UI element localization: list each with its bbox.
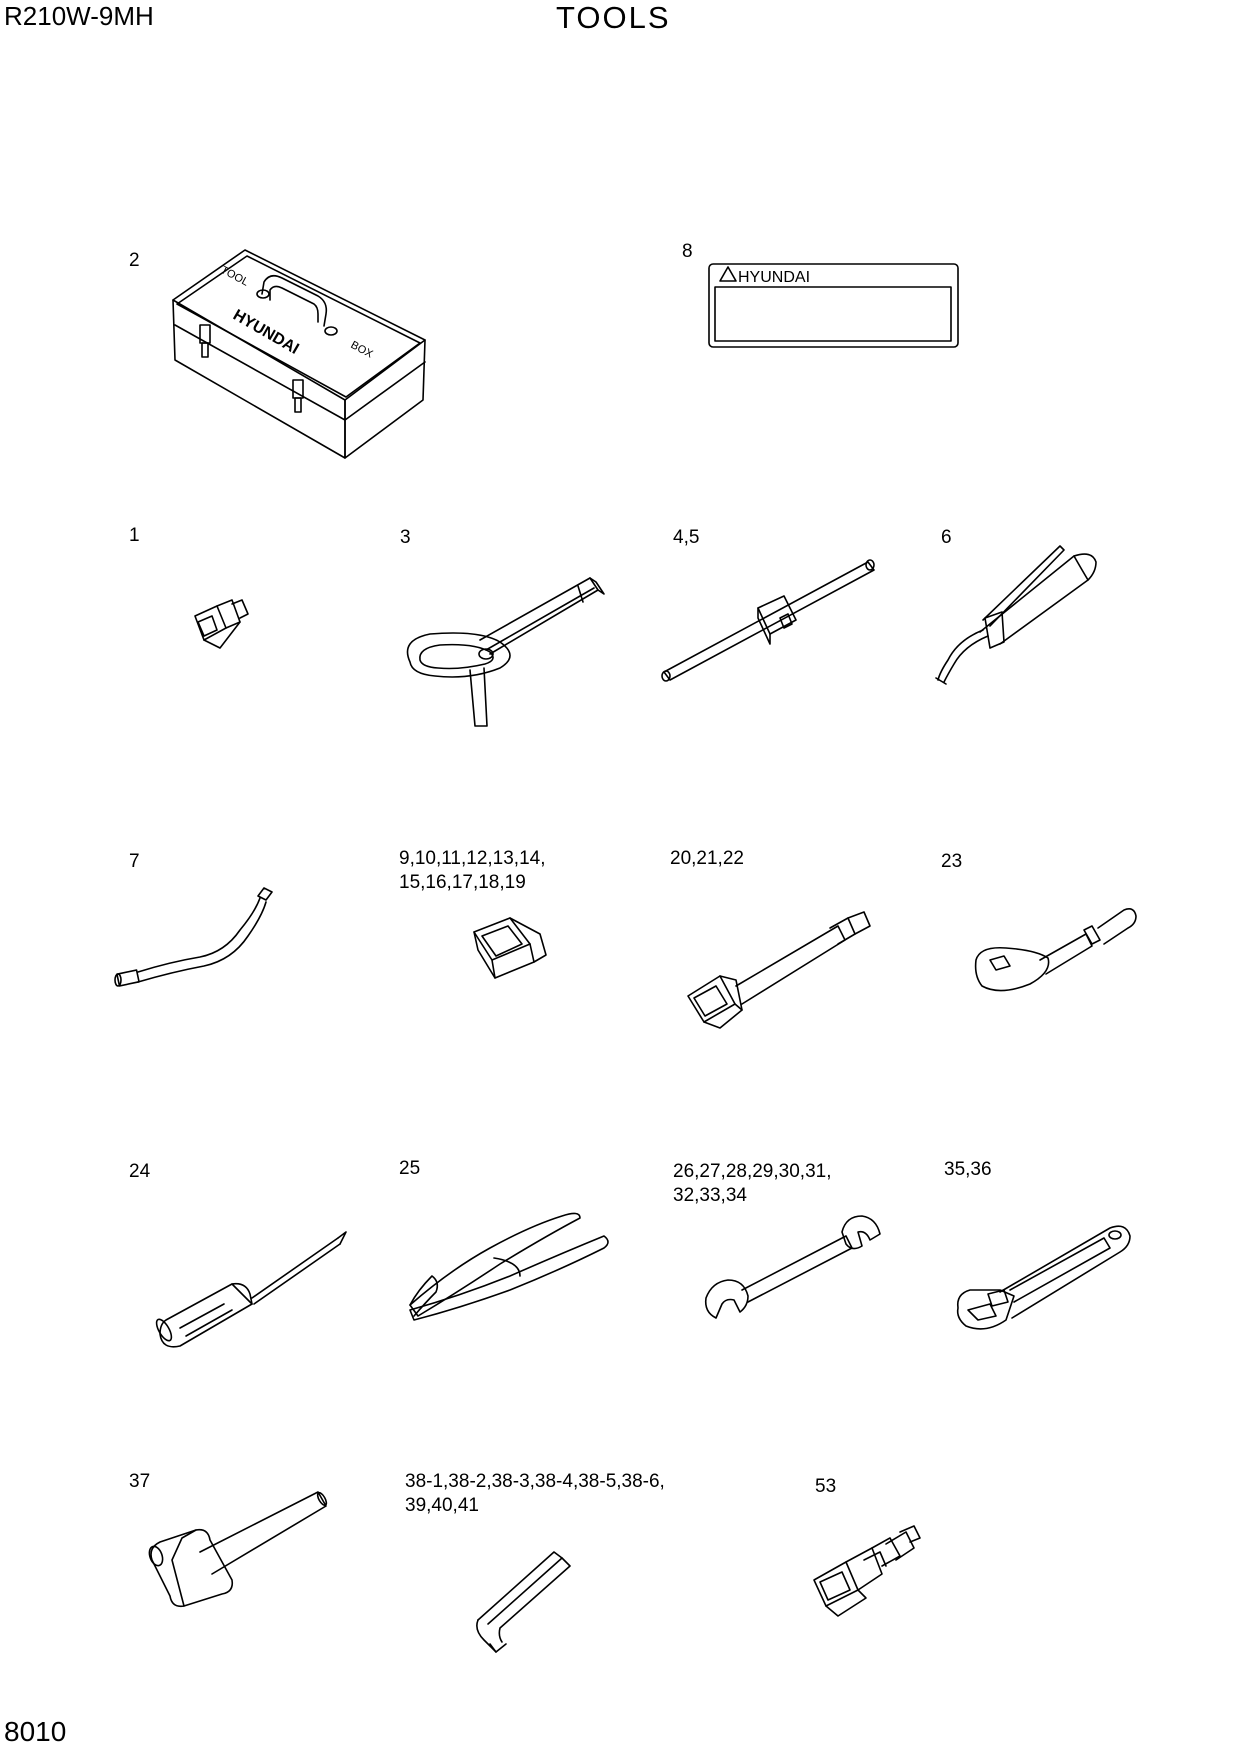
pliers-drawing (410, 1213, 608, 1320)
toolbox-drawing (173, 250, 425, 458)
label-screwdriver: 24 (129, 1161, 151, 1182)
label-hose: 7 (129, 851, 140, 872)
label-spanner: 26,27,28,29,30,31, 32,33,34 (673, 1161, 832, 1206)
label-socket: 9,10,11,12,13,14, 15,16,17,18,19 (399, 848, 546, 893)
label-hammer: 37 (129, 1471, 151, 1492)
hammer-drawing (147, 1491, 328, 1606)
model-number: R210W-9MH (4, 1, 154, 31)
extension-socket-drawing (688, 912, 870, 1028)
label-hex-key: 38-1,38-2,38-3,38-4,38-5,38-6, 39,40,41 (405, 1471, 665, 1516)
label-grease-gun: 6 (941, 527, 952, 548)
filter-wrench-drawing (408, 578, 605, 726)
svg-text:HYUNDAI: HYUNDAI (230, 306, 302, 358)
page-number: 8010 (4, 1716, 67, 1747)
name-plate-drawing (709, 264, 958, 347)
label-ratchet: 23 (941, 851, 963, 872)
label-sliding-bar: 4,5 (673, 527, 700, 548)
svg-text:HYUNDAI: HYUNDAI (738, 269, 811, 286)
sliding-bar-drawing (662, 560, 874, 681)
spanner-drawing (706, 1216, 880, 1318)
label-adjustable-wrench: 35,36 (944, 1159, 992, 1180)
adjustable-wrench-drawing (958, 1226, 1130, 1329)
label-adapter: 1 (129, 525, 140, 546)
page-title: TOOLS (556, 0, 671, 35)
label-filter-wrench: 3 (400, 527, 411, 548)
label-toolbox: 2 (129, 250, 140, 271)
label-pliers: 25 (399, 1158, 421, 1179)
socket-drawing (474, 918, 546, 978)
hex-key-drawing (477, 1552, 570, 1652)
svg-text:TOOL: TOOL (218, 264, 251, 289)
hose-drawing (115, 888, 272, 986)
adapter-drawing (195, 600, 248, 648)
grease-gun-drawing (936, 546, 1096, 684)
svg-text:BOX: BOX (348, 339, 375, 361)
label-universal-joint: 53 (815, 1476, 837, 1497)
ratchet-drawing (976, 909, 1136, 991)
universal-joint-drawing (814, 1526, 920, 1616)
label-name-plate: 8 (682, 241, 693, 262)
screwdriver-drawing (154, 1232, 346, 1347)
label-extension-socket: 20,21,22 (670, 848, 744, 869)
